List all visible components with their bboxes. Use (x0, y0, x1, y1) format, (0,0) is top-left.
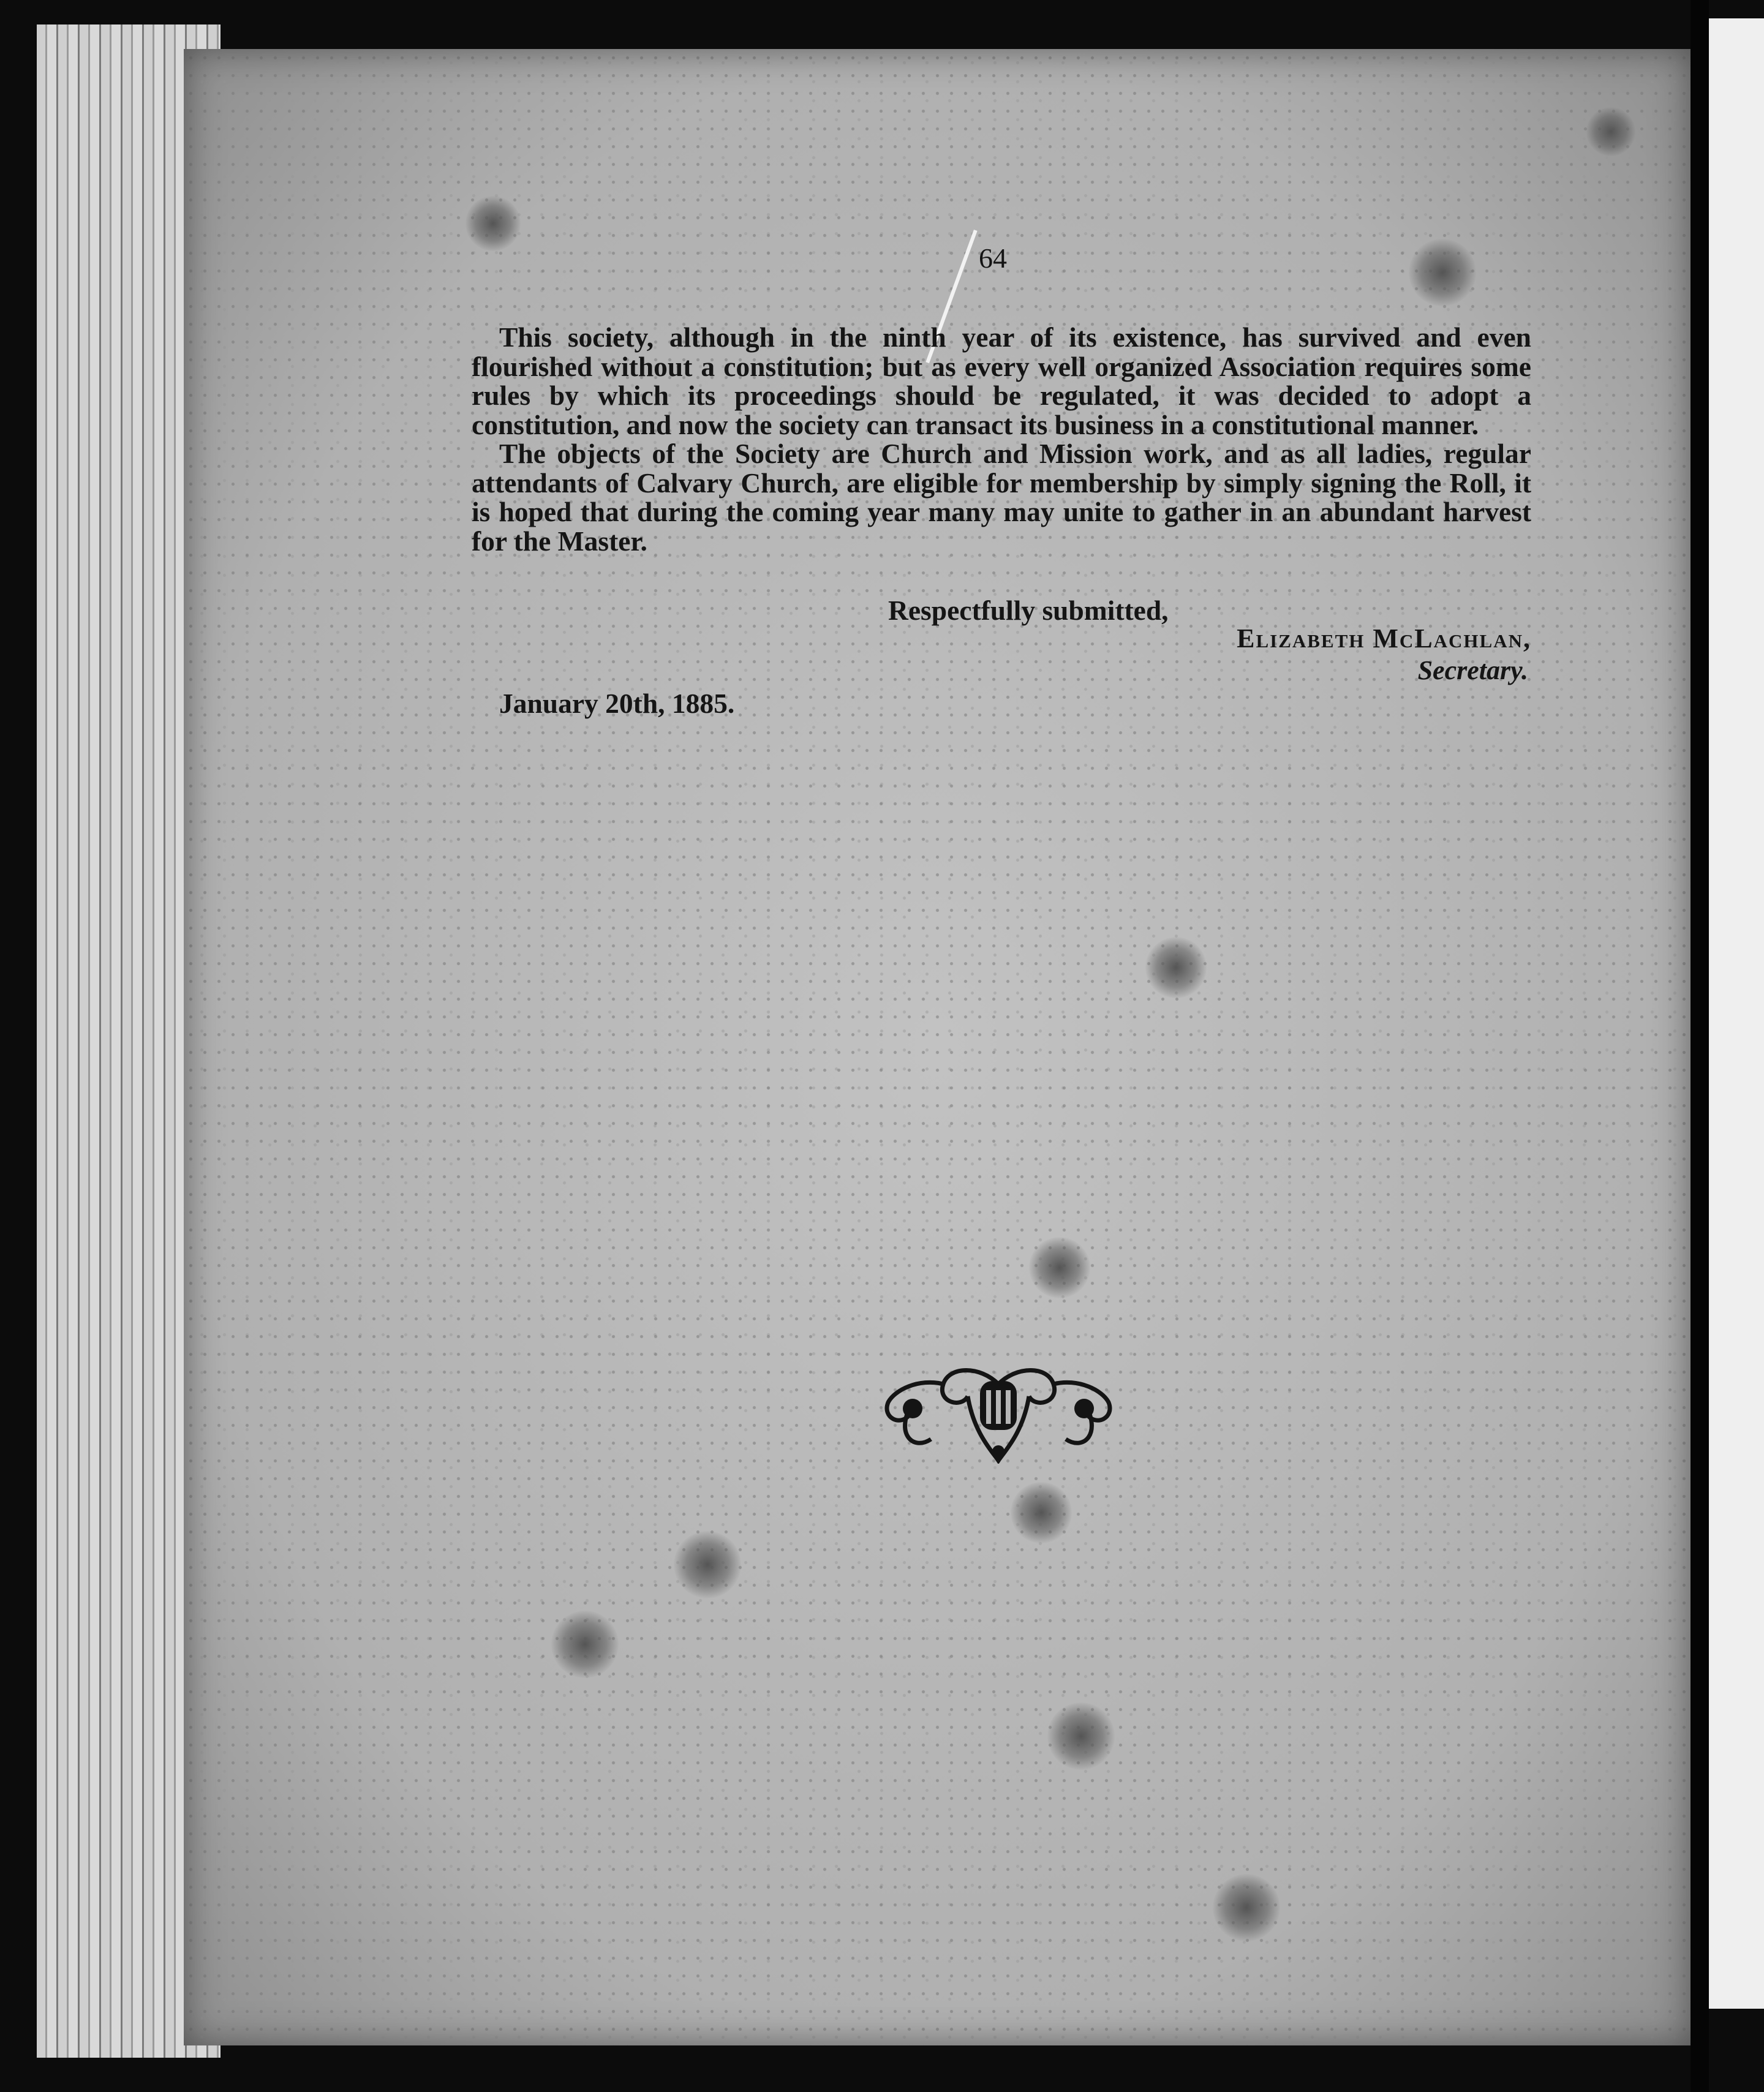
paragraph: This society, although in the ninth year of its existence, has survived and even flourished without a constitution; but as every well organized Association requires some rules by which its proceedings should be regulated, it was decided to adopt a constitution, and now the society can transact its business in a constitutional manner. (472, 322, 1531, 440)
ink-spot (674, 1531, 741, 1598)
closing-line: Respectfully submitted, (888, 595, 1169, 626)
decorative-fleuron-icon (876, 1360, 1121, 1464)
ink-spot (1213, 1874, 1280, 1941)
ink-spot (1029, 1237, 1090, 1298)
body-text (472, 323, 1531, 555)
ink-spot (551, 1611, 619, 1678)
adjacent-page (1709, 18, 1764, 2009)
page-number: 64 (979, 243, 1007, 274)
paragraph: The objects of the Society are Church and Mission work, and as all ladies, regular attendants of Calvary Church, are eligible for membership by simply signing the Roll, it is hoped that during the coming year many may unite to gather in an abundant harvest for the Master. (472, 438, 1531, 557)
document-date: January 20th, 1885. (499, 688, 735, 719)
signer-title: Secretary. (1417, 655, 1528, 685)
ink-spot (1409, 239, 1476, 306)
ink-spot (1145, 937, 1207, 998)
ink-spot (466, 196, 521, 251)
ink-spot (1011, 1482, 1072, 1543)
ink-spot (1047, 1703, 1115, 1770)
ink-spot (1586, 107, 1635, 156)
binding-gutter (1691, 0, 1709, 2092)
signer-name: Elizabeth McLachlan, (1237, 623, 1531, 653)
